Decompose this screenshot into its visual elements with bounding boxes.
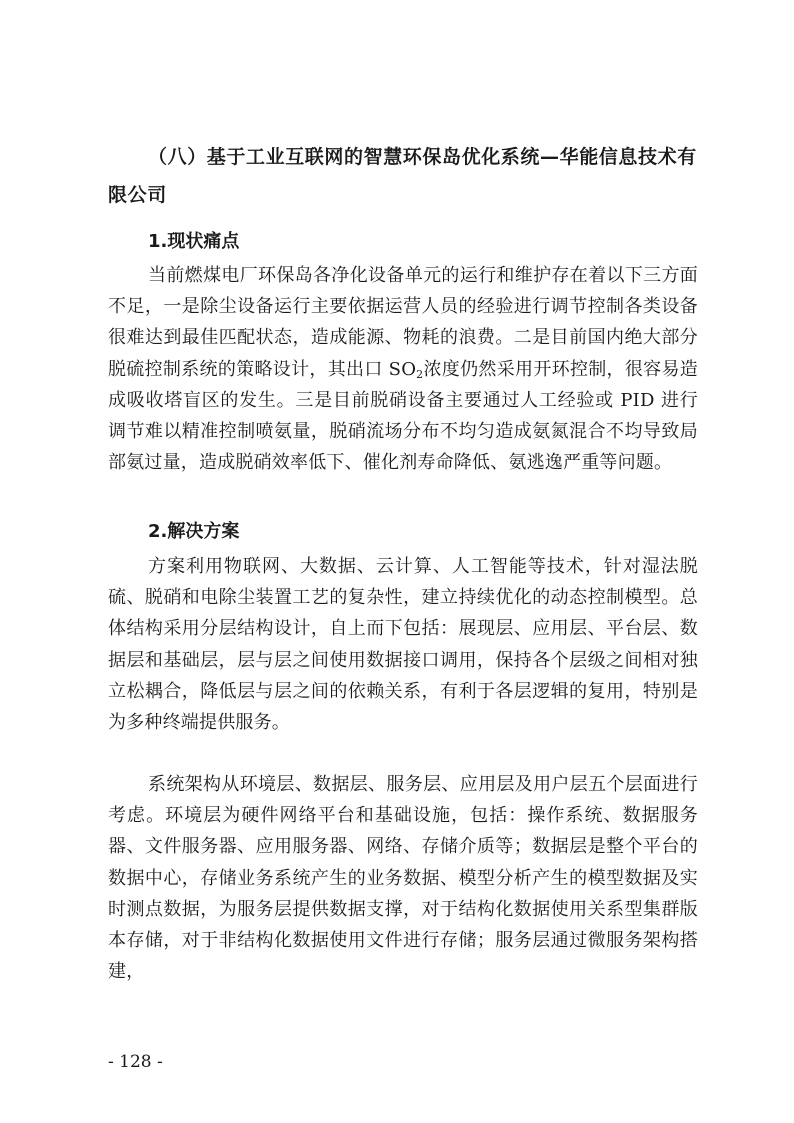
section-heading-status: 1.现状痛点	[148, 231, 240, 252]
paragraph-status	[108, 260, 698, 478]
paragraph-status-text-a: 当前燃煤电厂环保岛各净化设备单元的运行和维护存在着以下三方面不足，一是除尘设备运行主要依据运营人员的经验进行调节控制各类设备很难达到最佳匹配状态，造成能源、物耗的浪费。二是目前国内绝大部分脱硫控制系统的策略设计，其出口 SO	[108, 265, 698, 380]
paragraph-status-text-b: 浓度仍然采用开环控制，很容易造成吸收塔盲区的发生。三是目前脱硝设备主要通过人工经验或 PID 进行调节难以精准控制喷氨量，脱硝流场分布不均匀造成氨氮混合不均导致局部氨过量，造成脱硝效率低下、催化剂寿命降低、氨逃逸严重等问题。	[108, 358, 698, 474]
paragraph-solution-2: 系统架构从环境层、数据层、服务层、应用层及用户层五个层面进行考虑。环境层为硬件网络平台和基础设施，包括：操作系统、数据服务器、文件服务器、应用服务器、网络、存储介质等；数据层是整个平台的数据中心，存储业务系统产生的业务数据、模型分析产生的模型数据及实时测点数据，为服务层提供数据支撑，对于结构化数据使用关系型集群版本存储，对于非结构化数据使用文件进行存储；服务层通过微服务架构搭建，	[108, 774, 698, 983]
paragraph-solution-1: 方案利用物联网、大数据、云计算、人工智能等技术，针对湿法脱硫、脱硝和电除尘装置工艺的复杂性，建立持续优化的动态控制模型。总体结构采用分层结构设计，自上而下包括：展现层、应用层、平台层、数据层和基础层，层与层之间使用数据接口调用，保持各个层级之间相对独立松耦合，降低层与层之间的依赖关系，有利于各层逻辑的复用，特别是为多种终端提供服务。	[108, 556, 698, 734]
section-heading-solution: 2.解决方案	[148, 521, 240, 542]
page-number: - 128 -	[108, 1052, 163, 1072]
so2-subscript: 2	[416, 367, 424, 381]
document-title: （八）基于工业互联网的智慧环保岛优化系统—华能信息技术有限公司	[108, 146, 697, 206]
